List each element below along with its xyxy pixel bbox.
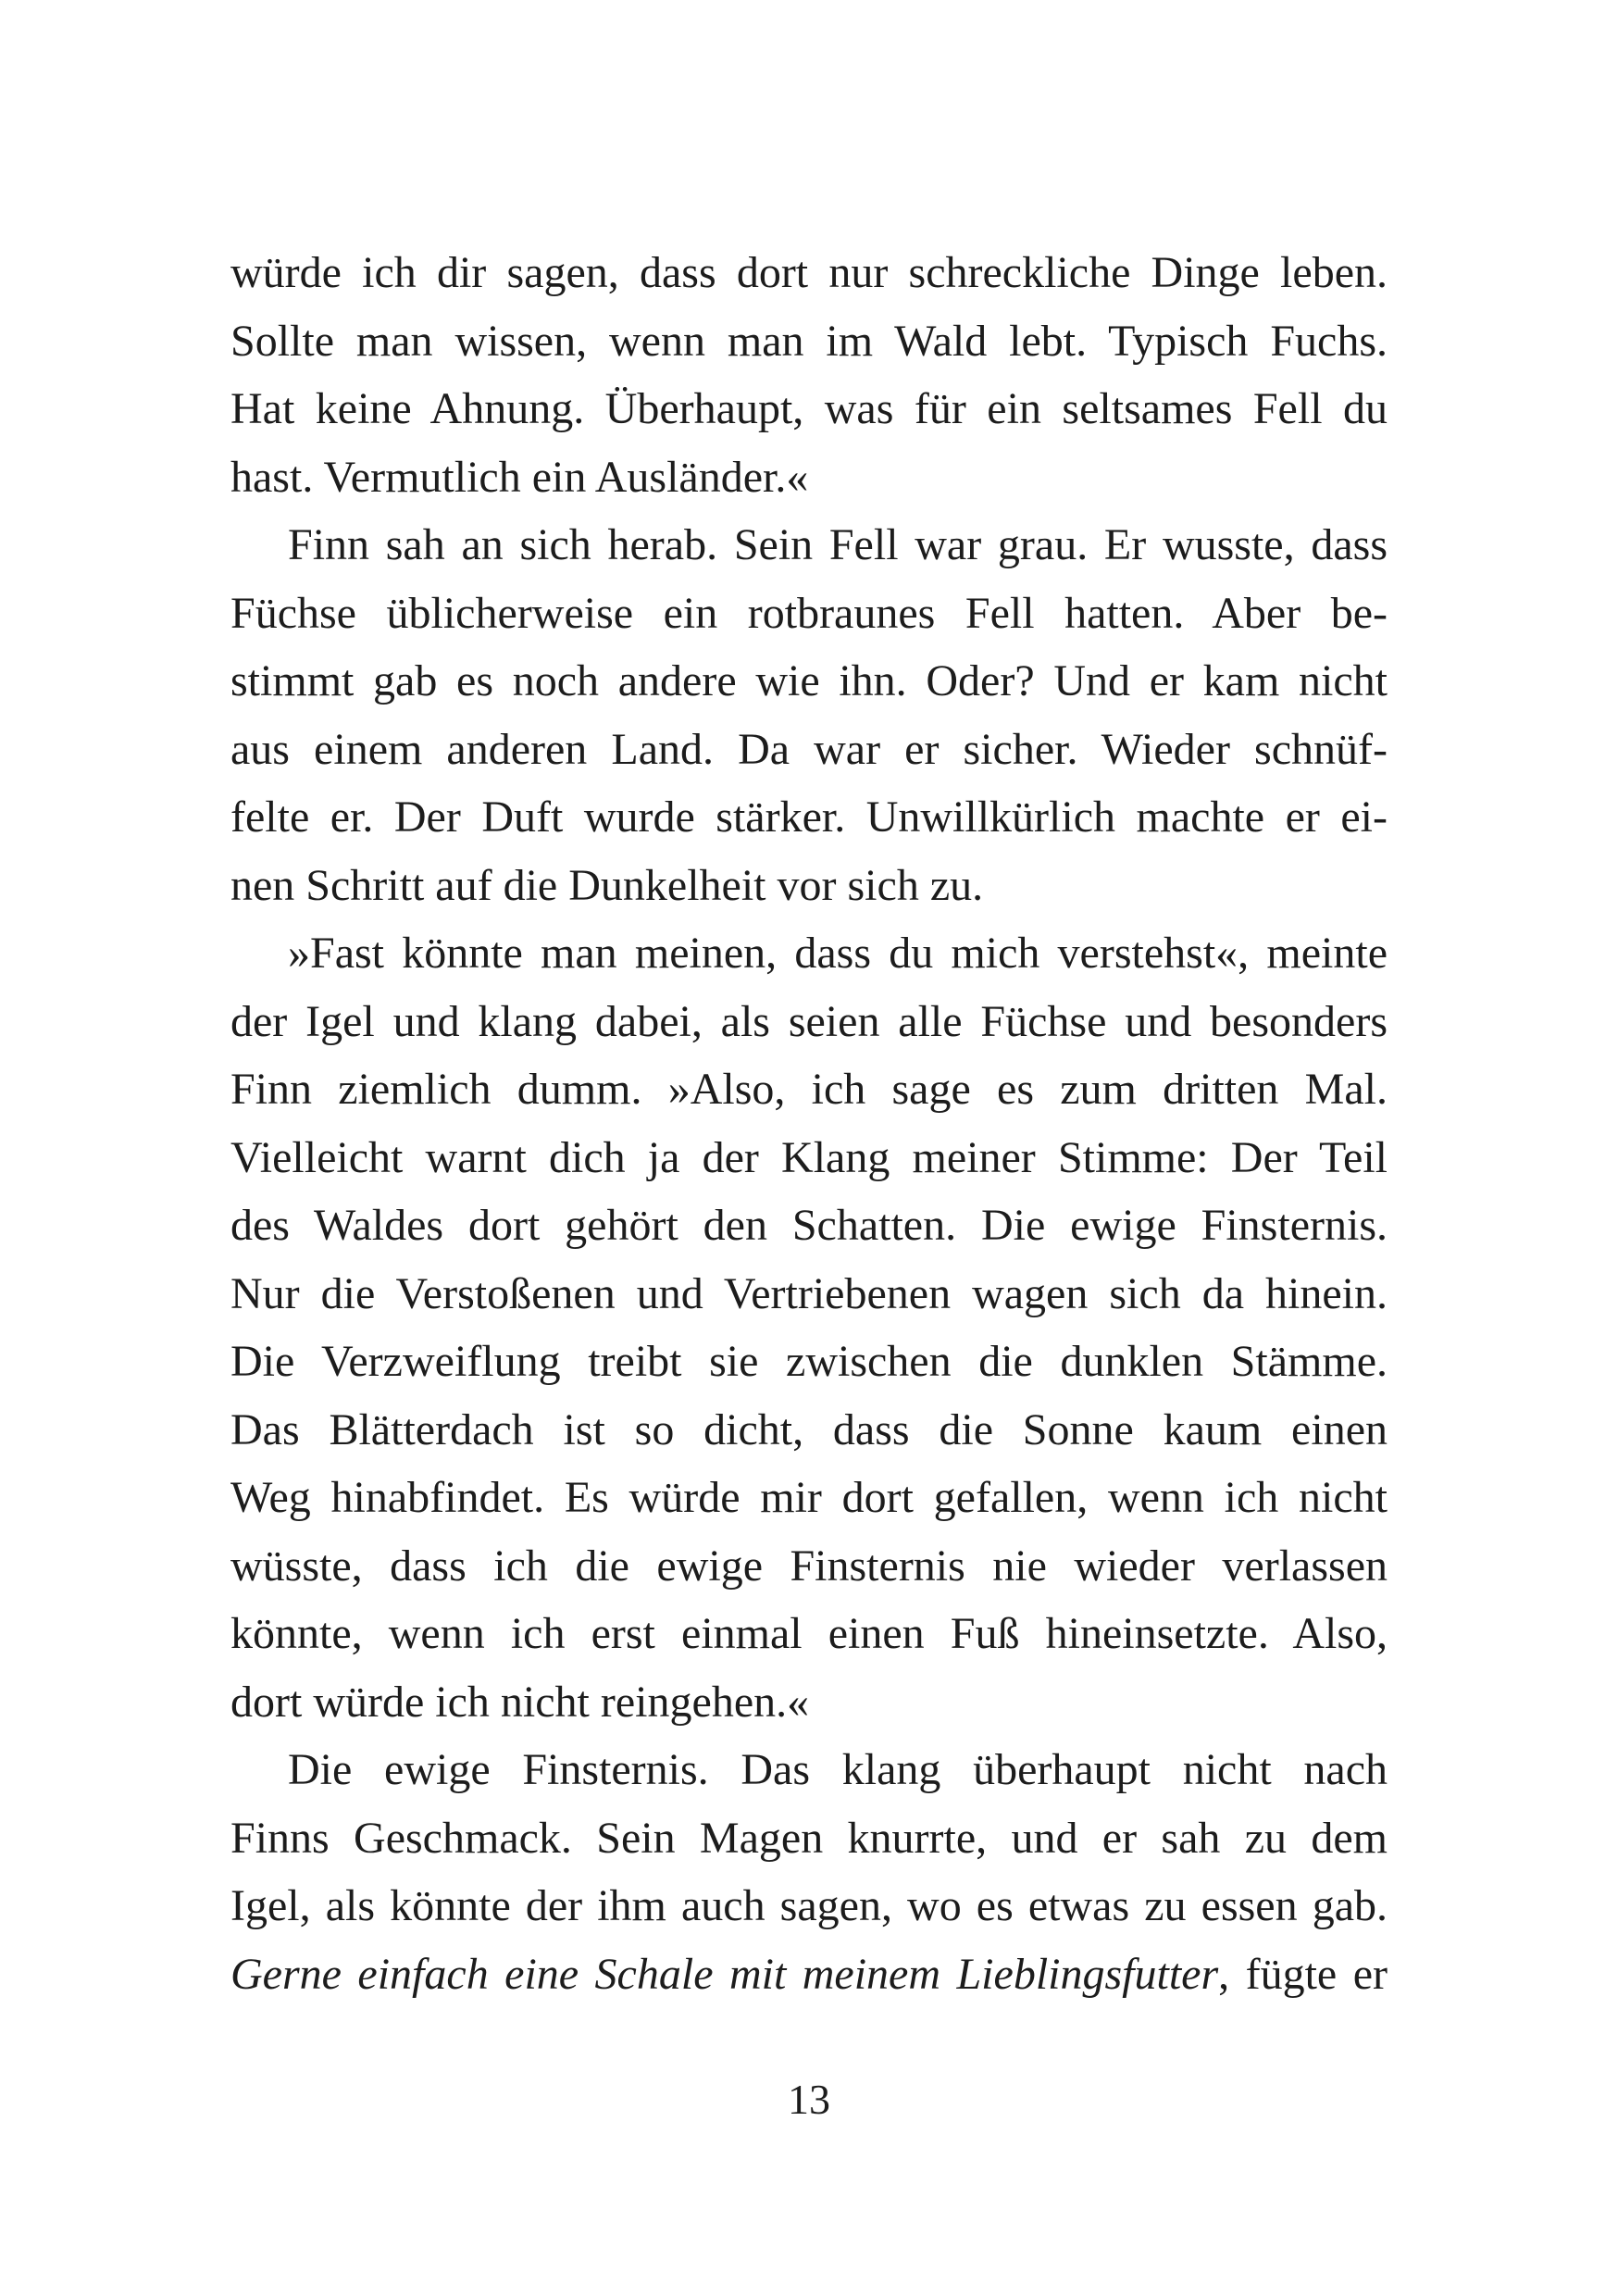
- text-line: Finn ziemlich dumm. »Also, ich sage es zum dritten Mal.: [230, 1065, 1388, 1114]
- text-line: würde ich dir sagen, dass dort nur schreckliche Dinge leben.: [230, 248, 1388, 297]
- text-line: Vielleicht warnt dich ja der Klang meiner Stimme: Der Teil: [230, 1132, 1388, 1182]
- text-line: Füchse üblicherweise ein rotbraunes Fell hatten. Aber be-: [230, 588, 1388, 638]
- text-line: Finn sah an sich herab. Sein Fell war grau. Er wusste, dass: [288, 520, 1388, 569]
- text-line: Die Verzweiflung treibt sie zwischen die dunklen Stämme.: [230, 1337, 1388, 1386]
- text-line: wüsste, dass ich die ewige Finsternis nie wieder verlassen: [230, 1541, 1388, 1591]
- text-line: nen Schritt auf die Dunkelheit vor sich zu.: [230, 860, 984, 910]
- text-line: felte er. Der Duft wurde stärker. Unwillkürlich machte er ei-: [230, 792, 1388, 842]
- text-line: des Waldes dort gehört den Schatten. Die ewige Finsternis.: [230, 1201, 1388, 1250]
- text-line: Nur die Verstoßenen und Vertriebenen wagen sich da hinein.: [230, 1268, 1388, 1318]
- text-line: [230, 1940, 1388, 2009]
- text-line: hast. Vermutlich ein Ausländer.«: [230, 452, 809, 502]
- text-line-rest: , fügte er: [1218, 1949, 1388, 1999]
- text-line: Hat keine Ahnung. Überhaupt, was für ein seltsames Fell du: [230, 384, 1388, 433]
- text-line: dort würde ich nicht reingehen.«: [230, 1677, 810, 1727]
- text-line: Finns Geschmack. Sein Magen knurrte, und er sah zu dem: [230, 1813, 1388, 1863]
- text-line: Sollte man wissen, wenn man im Wald lebt. Typisch Fuchs.: [230, 316, 1388, 366]
- text-line: »Fast könnte man meinen, dass du mich verstehst«, meinte: [288, 929, 1388, 978]
- text-line: könnte, wenn ich erst einmal einen Fuß hineinsetzte. Also,: [230, 1609, 1388, 1658]
- text-line: aus einem anderen Land. Da war er sicher. Wieder schnüf-: [230, 724, 1388, 774]
- text-line: Igel, als könnte der ihm auch sagen, wo es etwas zu essen gab.: [230, 1881, 1388, 1930]
- body-text: [230, 239, 1388, 2008]
- text-line: Weg hinabfindet. Es würde mir dort gefallen, wenn ich nicht: [230, 1473, 1388, 1522]
- text-line: der Igel und klang dabei, als seien alle Füchse und besonders: [230, 996, 1388, 1046]
- page-number: 13: [788, 2076, 830, 2123]
- text-line: stimmt gab es noch andere wie ihn. Oder? Und er kam nicht: [230, 656, 1388, 705]
- text-line: Das Blätterdach ist so dicht, dass die Sonne kaum einen: [230, 1404, 1388, 1454]
- italic-phrase: Gerne einfach eine Schale mit meinem Lieblingsfutter: [230, 1949, 1219, 1999]
- text-line: Die ewige Finsternis. Das klang überhaupt nicht nach: [288, 1745, 1388, 1794]
